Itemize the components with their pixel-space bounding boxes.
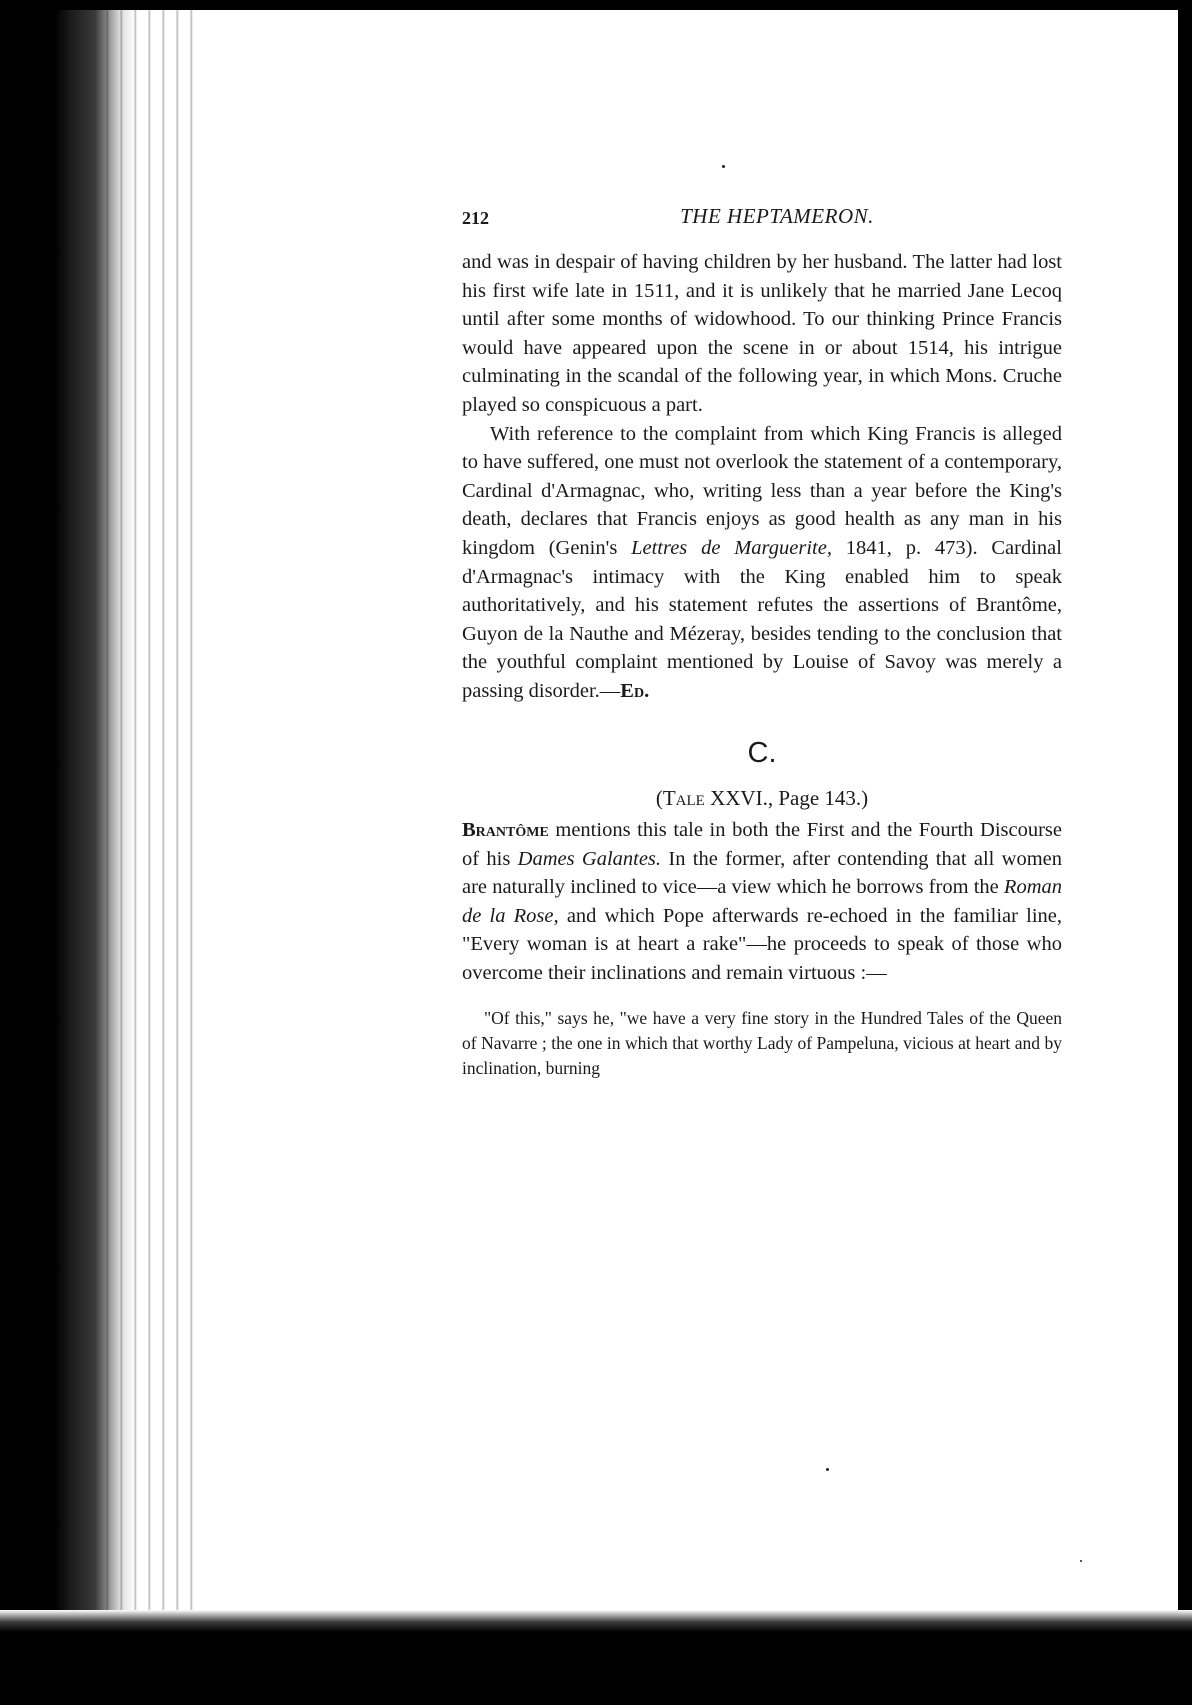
- scan-bottom-edge: [0, 1610, 1192, 1705]
- scan-right-edge: [1178, 0, 1192, 1705]
- block-quote: "Of this," says he, "we have a very fine story in the Hundred Tales of the Queen of Navarre ; the one in which that worthy Lady of Pampeluna, vicious at heart and by inclination, burning: [462, 1007, 1062, 1078]
- header-title: THE HEPTAMERON.: [680, 204, 874, 228]
- book-page: [462, 202, 1062, 1081]
- dust-speck: [722, 165, 725, 168]
- dust-speck: [1080, 1560, 1082, 1562]
- section-letter: C.: [747, 736, 777, 769]
- paragraph-3-text-a: mentions this tale in both the First and the Fourth Discourse of his: [462, 819, 1062, 870]
- editor-mark: Ed.: [620, 679, 650, 702]
- section-ref-rest: XXVI., Page 143.): [704, 785, 869, 810]
- paragraph-3-title-2: Roman de la Rose,: [462, 876, 1062, 927]
- paragraph-3-text-c: and which Pope afterwards re-echoed in the familiar line, "Every woman is at heart a rake"—he proceeds to speak of those who overcome their inclinations and remain virtuous :—: [462, 904, 1062, 985]
- paragraph-2: [462, 420, 1062, 706]
- paragraph-2-text-b: 1841, p. 473). Cardinal d'Armagnac's intimacy with the King enabled him to speak authoritatively, and his statement refutes the assertions of Brantôme, Guyon de la Nauthe and Mézeray, besides tending to the conclusion that the youthful complaint mentioned by Louise of Savoy was merely a passing disorder.—: [462, 536, 1062, 702]
- dust-speck: [826, 1468, 829, 1471]
- page-stack-lines: [100, 0, 195, 1705]
- paragraph-3-title-1: Dames Galantes.: [517, 847, 662, 870]
- section-reference: [462, 784, 1062, 813]
- section-ref-open: (: [655, 785, 663, 810]
- lead-word: Brantôme: [462, 819, 549, 842]
- paragraph-1: and was in despair of having children by her husband. The latter had lost his first wife late in 1511, and it is unlikely that he married Jane Lecoq until after some months of widowhood. To our thinking Prince Francis would have appeared upon the scene in or about 1514, his intrigue culminating in the scandal of the following year, in which Mons. Cruche played so conspicuous a part.: [462, 251, 1062, 416]
- paragraph-2-text-a: With reference to the complaint from which King Francis is alleged to have suffered, one must not overlook the statement of a contemporary, Cardinal d'Armagnac, who, writing less than a year before the King's death, declares that Francis enjoys as good health as any man in his kingdom (Genin's: [462, 422, 1062, 559]
- section-ref-tale: Tale: [662, 785, 705, 810]
- paragraph-3-text-b: In the former, after contending that all women are naturally inclined to vice—a view which he borrows from the: [462, 847, 1062, 899]
- page-number: 212: [462, 208, 489, 228]
- running-header: [462, 202, 1062, 232]
- scan-top-edge: [0, 0, 1192, 10]
- paragraph-2-citation: Lettres de Marguerite,: [631, 536, 832, 559]
- paragraph-3: [462, 816, 1062, 988]
